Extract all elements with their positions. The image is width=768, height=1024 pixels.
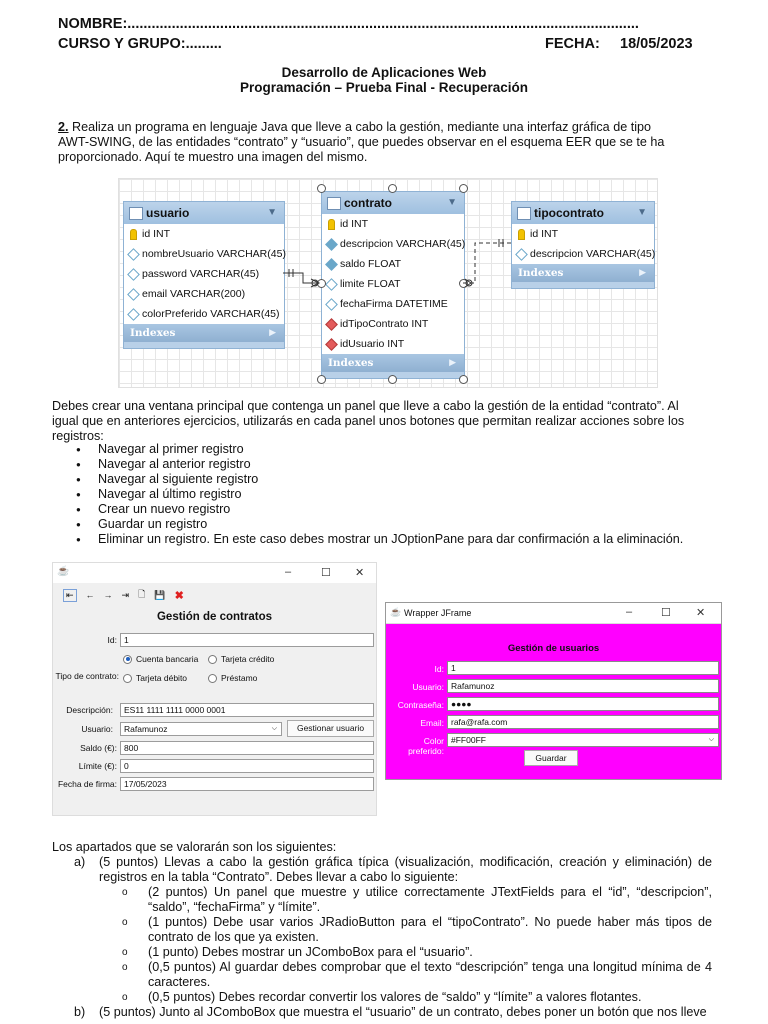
radio-tarjeta-credito[interactable] bbox=[208, 654, 274, 664]
descripcion-field[interactable]: ES11 1111 1111 0000 0001 bbox=[120, 703, 374, 717]
intro-line-2: AWT-SWING, de las entidades “contrato” y “usuario”, que puedes observar en el esquema EER que se te ha bbox=[58, 135, 665, 149]
limite-field[interactable]: 0 bbox=[120, 759, 374, 773]
contratos-window bbox=[52, 562, 377, 816]
list-item: ● Navegar al último registro bbox=[76, 487, 683, 502]
contrato-tipocontrato-relation bbox=[463, 243, 511, 283]
list-marker: a) bbox=[74, 855, 86, 869]
radio-icon bbox=[123, 674, 132, 683]
contrasena-label: Contraseña: bbox=[397, 700, 444, 710]
ventana-line-1: Debes crear una ventana principal que contenga un panel que lleve a cabo la gestión de la entidad “contrato”. Al bbox=[52, 399, 679, 413]
intro-line-1: Realiza un programa en lenguaje Java que lleve a cabo la gestión, mediante una interfaz gráfica de tipo bbox=[68, 120, 652, 134]
eer-diagram bbox=[118, 178, 658, 388]
close-button[interactable]: ✕ bbox=[355, 567, 365, 579]
title-bar bbox=[386, 603, 721, 624]
indexes-label: Indexes bbox=[130, 327, 176, 339]
usuarios-window bbox=[385, 602, 722, 780]
email-label: Email: bbox=[420, 718, 444, 728]
column-row: nombreUsuario VARCHAR(45) bbox=[142, 248, 286, 260]
column-row: email VARCHAR(200) bbox=[142, 288, 246, 300]
sub-item-text: (2 puntos) Un panel que muestre y utilice correctamente JTextFields para el “id”, “descripcion”, “saldo”, “fechaFirma” y “límite”. bbox=[148, 885, 712, 914]
maximize-button[interactable]: ☐ bbox=[661, 607, 671, 619]
apartados-section bbox=[52, 840, 712, 1020]
limite-label: Límite (€): bbox=[78, 761, 117, 771]
chevron-down-icon: ▼ bbox=[637, 207, 647, 218]
exercise-number: 2. bbox=[58, 120, 69, 134]
sub-item-text: (1 punto) Debes mostrar un JComboBox para el “usuario”. bbox=[148, 945, 473, 959]
radio-prestamo[interactable] bbox=[208, 673, 257, 683]
indexes-label: Indexes bbox=[328, 357, 374, 369]
minimize-button[interactable]: – bbox=[285, 566, 292, 578]
column-row: colorPreferido VARCHAR(45) bbox=[142, 308, 280, 320]
circle-bullet-icon: o bbox=[122, 962, 128, 973]
column-row: fechaFirma DATETIME bbox=[340, 298, 448, 310]
circle-bullet-icon: o bbox=[122, 887, 128, 898]
gestionar-usuario-button[interactable]: Gestionar usuario bbox=[287, 720, 374, 737]
fecha-label: FECHA: bbox=[545, 36, 600, 52]
saldo-field[interactable]: 800 bbox=[120, 741, 374, 755]
usuario-label: Usuario: bbox=[412, 682, 444, 692]
list-item bbox=[52, 885, 712, 915]
relationship-lines bbox=[119, 179, 657, 387]
column-row: descripcion VARCHAR(45) bbox=[340, 238, 466, 250]
column-row: descripcion VARCHAR(45) bbox=[530, 248, 656, 260]
circle-bullet-icon: o bbox=[122, 917, 128, 928]
id-label: Id: bbox=[434, 664, 444, 674]
document-subtitle: Programación – Prueba Final - Recuperación bbox=[239, 80, 529, 95]
column-row: limite FLOAT bbox=[340, 278, 401, 290]
column-row: saldo FLOAT bbox=[340, 258, 402, 270]
last-record-icon[interactable]: ⇥ bbox=[121, 589, 130, 600]
usuarios-heading: Gestión de usuarios bbox=[507, 643, 600, 654]
list-item bbox=[52, 1005, 712, 1020]
color-preferido-label: Color preferido: bbox=[408, 736, 444, 756]
contratos-heading: Gestión de contratos bbox=[156, 611, 273, 623]
contrato-table-title: contrato bbox=[344, 196, 392, 210]
color-selected: #FF00FF bbox=[451, 735, 486, 745]
list-item: ● Guardar un registro bbox=[76, 517, 683, 532]
circle-bullet-icon: o bbox=[122, 947, 128, 958]
id-field[interactable]: 1 bbox=[120, 633, 374, 647]
password-field[interactable]: ●●●● bbox=[447, 697, 719, 711]
id-field[interactable]: 1 bbox=[447, 661, 719, 675]
fecha-value: 18/05/2023 bbox=[620, 36, 693, 52]
list-item bbox=[52, 855, 712, 885]
minimize-button[interactable]: – bbox=[626, 606, 633, 618]
list-item: ● Navegar al siguiente registro bbox=[76, 472, 683, 487]
radio-label: Tarjeta débito bbox=[136, 673, 188, 683]
usuario-combobox[interactable] bbox=[120, 722, 282, 736]
actions-list bbox=[76, 442, 683, 547]
list-item bbox=[52, 960, 712, 990]
list-item bbox=[52, 990, 712, 1005]
radio-icon bbox=[208, 674, 217, 683]
java-app-icon: ☕ bbox=[390, 607, 402, 617]
list-item: ● Navegar al primer registro bbox=[76, 442, 683, 457]
id-label: Id: bbox=[107, 635, 117, 645]
toolbar bbox=[63, 587, 184, 603]
maximize-button[interactable]: ☐ bbox=[321, 567, 331, 579]
chevron-right-icon: ▶ bbox=[449, 358, 456, 368]
guardar-button[interactable]: Guardar bbox=[524, 750, 578, 766]
list-item: ● Eliminar un registro. En este caso debes mostrar un JOptionPane para dar confirmación a la eliminación. bbox=[76, 532, 683, 547]
descripcion-label: Descripción: bbox=[66, 705, 113, 715]
chevron-down-icon: ⌵ bbox=[708, 736, 714, 743]
column-row: idUsuario INT bbox=[340, 338, 405, 350]
java-app-icon: ☕ bbox=[57, 566, 70, 577]
list-item bbox=[52, 915, 712, 945]
radio-label: Cuenta bancaria bbox=[136, 654, 199, 664]
column-row: id INT bbox=[340, 218, 369, 230]
radio-label: Préstamo bbox=[221, 673, 258, 683]
radio-label: Tarjeta crédito bbox=[221, 654, 275, 664]
title-bar bbox=[53, 563, 376, 583]
tipo-contrato-label: Tipo de contrato: bbox=[55, 671, 119, 681]
fecha-firma-field[interactable]: 17/05/2023 bbox=[120, 777, 374, 791]
radio-selected-icon bbox=[123, 655, 132, 664]
nombre-field: NOMBRE:............................................................................................................................... bbox=[58, 16, 639, 32]
apartado-b-text: (5 puntos) Junto al JComboBox que muestra el “usuario” de un contrato, debes poner un botón que nos lleve bbox=[99, 1005, 707, 1019]
chevron-down-icon: ▼ bbox=[447, 197, 457, 208]
new-record-icon[interactable]: 🗋 bbox=[138, 589, 146, 599]
sub-item-text: (0,5 puntos) Debes recordar convertir los valores de “saldo” y “límite” a valores flotantes. bbox=[148, 990, 642, 1004]
list-item bbox=[52, 945, 712, 960]
column-row: password VARCHAR(45) bbox=[142, 268, 260, 280]
color-preferido-combobox[interactable] bbox=[447, 733, 719, 747]
email-field[interactable]: rafa@rafa.com bbox=[447, 715, 719, 729]
chevron-right-icon: ▶ bbox=[269, 328, 276, 338]
sub-item-text: (1 puntos) Debe usar varios JRadioButton para el “tipoContrato”. No puede haber más tipos de contrato de los que ya existen. bbox=[148, 915, 712, 944]
list-item: ● Crear un nuevo registro bbox=[76, 502, 683, 517]
apartados-intro: Los apartados que se valorarán son los siguientes: bbox=[52, 840, 337, 854]
document-title: Desarrollo de Aplicaciones Web bbox=[281, 65, 487, 80]
usuario-label: Usuario: bbox=[81, 724, 113, 734]
window-title: Wrapper JFrame bbox=[404, 608, 472, 618]
list-item: ● Navegar al anterior registro bbox=[76, 457, 683, 472]
radio-cuenta-bancaria[interactable] bbox=[123, 654, 198, 664]
usuario-contrato-relation bbox=[283, 273, 319, 283]
chevron-down-icon: ▼ bbox=[267, 207, 277, 218]
column-row: id INT bbox=[142, 228, 171, 240]
delete-icon[interactable]: ✖ bbox=[174, 589, 184, 602]
list-marker: b) bbox=[74, 1005, 86, 1019]
fecha-firma-label: Fecha de firma: bbox=[57, 779, 117, 789]
save-icon[interactable]: 💾 bbox=[154, 589, 166, 600]
indexes-label: Indexes bbox=[518, 267, 564, 279]
chevron-down-icon: ⌵ bbox=[271, 725, 277, 732]
ventana-line-3: registros: bbox=[52, 429, 104, 443]
usuario-field[interactable]: Rafamunoz bbox=[447, 679, 719, 693]
ventana-line-2: igual que en anteriores ejercicios, utilizarás en cada panel unos botones que permitan realizar acciones sobre los bbox=[52, 414, 685, 428]
previous-record-icon[interactable]: ← bbox=[85, 590, 95, 600]
sub-item-text: (0,5 puntos) Al guardar debes comprobar que el texto “descripción” tenga una longitud mínima de 4 caracteres. bbox=[148, 960, 712, 989]
intro-paragraph bbox=[58, 120, 718, 165]
circle-bullet-icon: o bbox=[122, 992, 128, 1003]
first-record-icon[interactable]: ⇤ bbox=[63, 589, 77, 602]
intro-line-3: proporcionado. Aquí te muestro una imagen del mismo. bbox=[58, 150, 368, 164]
apartado-a-text: (5 puntos) Llevas a cabo la gestión gráfica típica (visualización, modificación, creación y eliminación) de registros en la tabla “Contrato”. Debes llevar a cabo lo siguiente: bbox=[99, 855, 712, 884]
curso-grupo-field: CURSO Y GRUPO:......... bbox=[58, 36, 222, 52]
usuario-table-title: usuario bbox=[146, 206, 190, 220]
ventana-paragraph bbox=[52, 399, 712, 444]
next-record-icon[interactable]: → bbox=[103, 590, 113, 600]
saldo-label: Saldo (€): bbox=[80, 743, 117, 753]
column-row: id INT bbox=[530, 228, 559, 240]
tipocontrato-table-title: tipocontrato bbox=[534, 206, 604, 220]
close-button[interactable]: ✕ bbox=[696, 607, 706, 619]
chevron-right-icon: ▶ bbox=[639, 268, 646, 278]
radio-icon bbox=[208, 655, 217, 664]
usuario-selected: Rafamunoz bbox=[124, 724, 168, 734]
column-row: idTipoContrato INT bbox=[340, 318, 429, 330]
radio-tarjeta-debito[interactable] bbox=[123, 673, 187, 683]
